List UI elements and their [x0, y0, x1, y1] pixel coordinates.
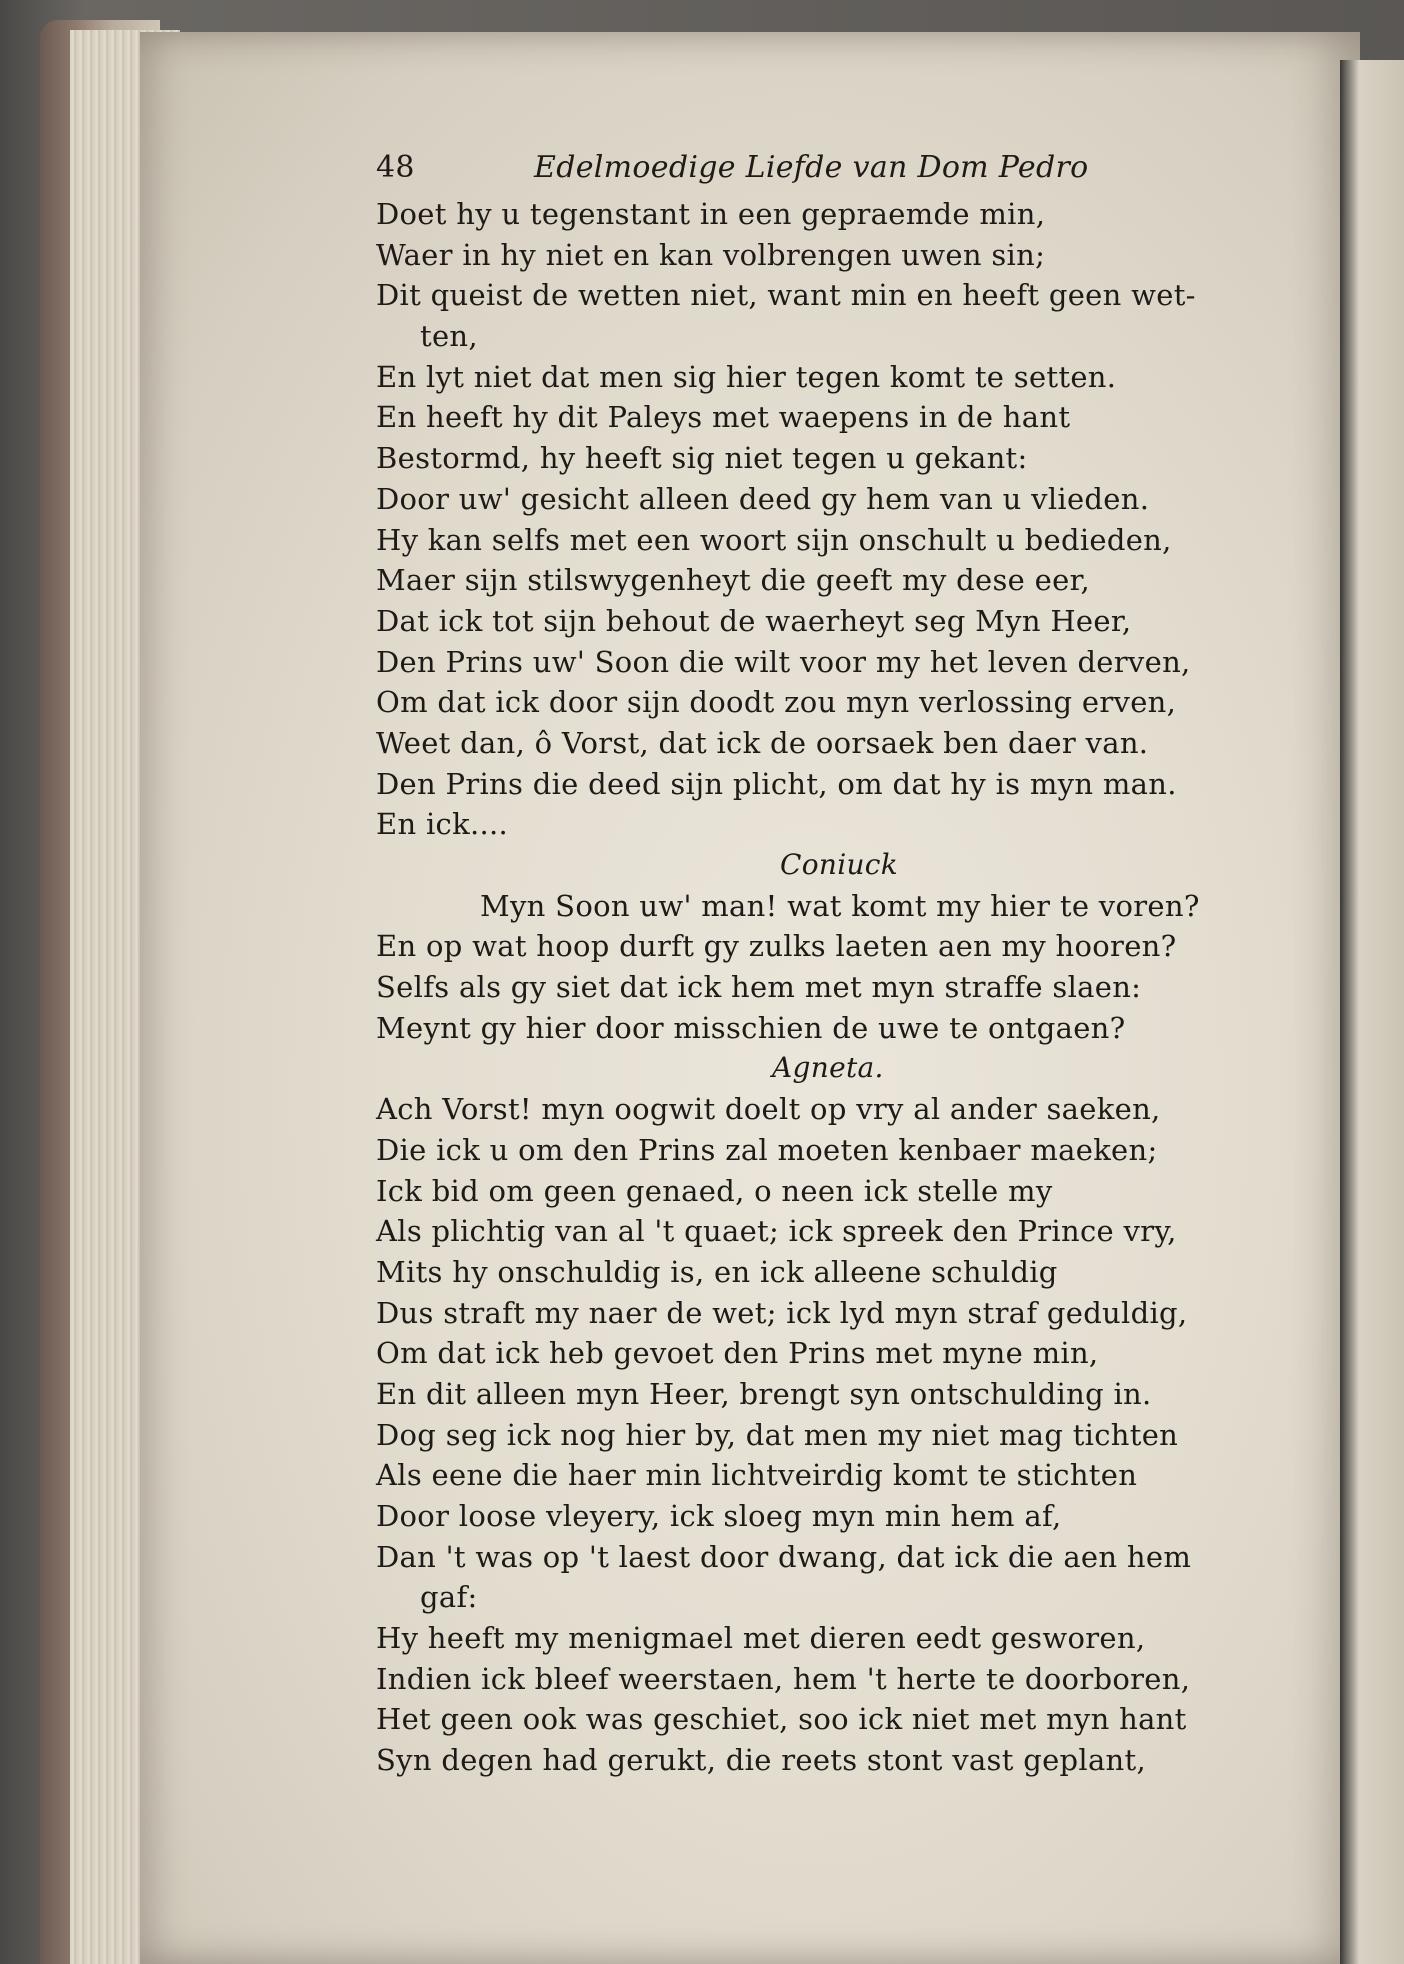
text-line: Hy heeft my menigmael met dieren eedt gesworen, — [376, 1621, 1146, 1656]
text-line: Waer in hy niet en kan volbrengen uwen sin; — [376, 237, 1046, 272]
text-line: Maer sijn stilswygenheyt die geeft my dese eer, — [376, 563, 1091, 598]
text-line: Myn Soon uw' man! wat komt my hier te voren? — [480, 888, 1200, 923]
text-line: Ick bid om geen genaed, o neen ick stelle my — [376, 1173, 1053, 1208]
text-line: Doet hy u tegenstant in een gepraemde min, — [376, 197, 1046, 231]
text-line: Syn degen had gerukt, die reets stont vast geplant, — [376, 1743, 1147, 1778]
text-line: Door uw' gesicht alleen deed gy hem van u vlieden. — [376, 481, 1150, 516]
text-line: Dit queist de wetten niet, want min en heeft geen wet- — [376, 278, 1196, 313]
page-header — [376, 150, 1306, 194]
text-line: Ach Vorst! myn oogwit doelt op vry al ander saeken, — [376, 1092, 1161, 1127]
text-line: Selfs als gy siet dat ick hem met myn straffe slaen: — [376, 970, 1142, 1005]
text-line: gaf: — [420, 1580, 478, 1615]
text-line: En lyt niet dat men sig hier tegen komt te setten. — [376, 359, 1117, 394]
text-line: Door loose vleyery, ick sloeg myn min hem af, — [376, 1499, 1062, 1533]
text-line: En heeft hy dit Paleys met waepens in de hant — [376, 400, 1071, 435]
text-line: Den Prins die deed sijn plicht, om dat hy is myn man. — [376, 766, 1177, 801]
text-line: Meynt gy hier door misschien de uwe te ontgaen? — [376, 1010, 1126, 1045]
verse-lines — [376, 194, 1306, 1781]
text-line: Den Prins uw' Soon die wilt voor my het leven derven, — [376, 644, 1191, 679]
text-line: Dus straft my naer de wet; ick lyd myn straf geduldig, — [376, 1295, 1188, 1330]
text-line: Dat ick tot sijn behout de waerheyt seg Myn Heer, — [376, 603, 1132, 638]
text-line: Hy kan selfs met een woort sijn onschult u bedieden, — [376, 522, 1172, 557]
text-line: Bestormd, hy heeft sig niet tegen u gekant: — [376, 441, 1028, 476]
text-line: En ick.... — [376, 807, 509, 842]
text-line: Als eene die haer min lichtveirdig komt te stichten — [376, 1458, 1138, 1493]
text-line: ten, — [420, 319, 478, 354]
text-line: Dan 't was op 't laest door dwang, dat ick die aen hem — [376, 1539, 1192, 1574]
text-line: En op wat hoop durft gy zulks laeten aen my hooren? — [376, 929, 1177, 964]
page-number: 48 — [376, 150, 415, 185]
page-text — [376, 150, 1306, 1781]
text-line: Het geen ook was geschiet, soo ick niet met myn hant — [376, 1702, 1187, 1737]
text-line: Indien ick bleef weerstaen, hem 't herte te doorboren, — [376, 1661, 1191, 1696]
text-line: En dit alleen myn Heer, brengt syn ontschulding in. — [376, 1376, 1152, 1411]
book-cover-right — [1340, 60, 1404, 1964]
running-title: Edelmoedige Liefde van Dom Pedro — [534, 150, 1089, 185]
text-line: Om dat ick door sijn doodt zou myn verlossing erven, — [376, 685, 1177, 720]
text-line: Die ick u om den Prins zal moeten kenbaer maeken; — [376, 1132, 1158, 1167]
text-line: Als plichtig van al 't quaet; ick spreek den Prince vry, — [376, 1214, 1177, 1249]
text-line: Weet dan, ô Vorst, dat ick de oorsaek ben daer van. — [376, 725, 1149, 760]
text-line: Mits hy onschuldig is, en ick alleene schuldig — [376, 1254, 1058, 1289]
text-line: Om dat ick heb gevoet den Prins met myne min, — [376, 1336, 1099, 1371]
speaker-name: Agneta. — [772, 1051, 884, 1085]
text-line: Dog seg ick nog hier by, dat men my niet mag tichten — [376, 1417, 1179, 1452]
speaker-name: Coniuck — [780, 848, 899, 881]
